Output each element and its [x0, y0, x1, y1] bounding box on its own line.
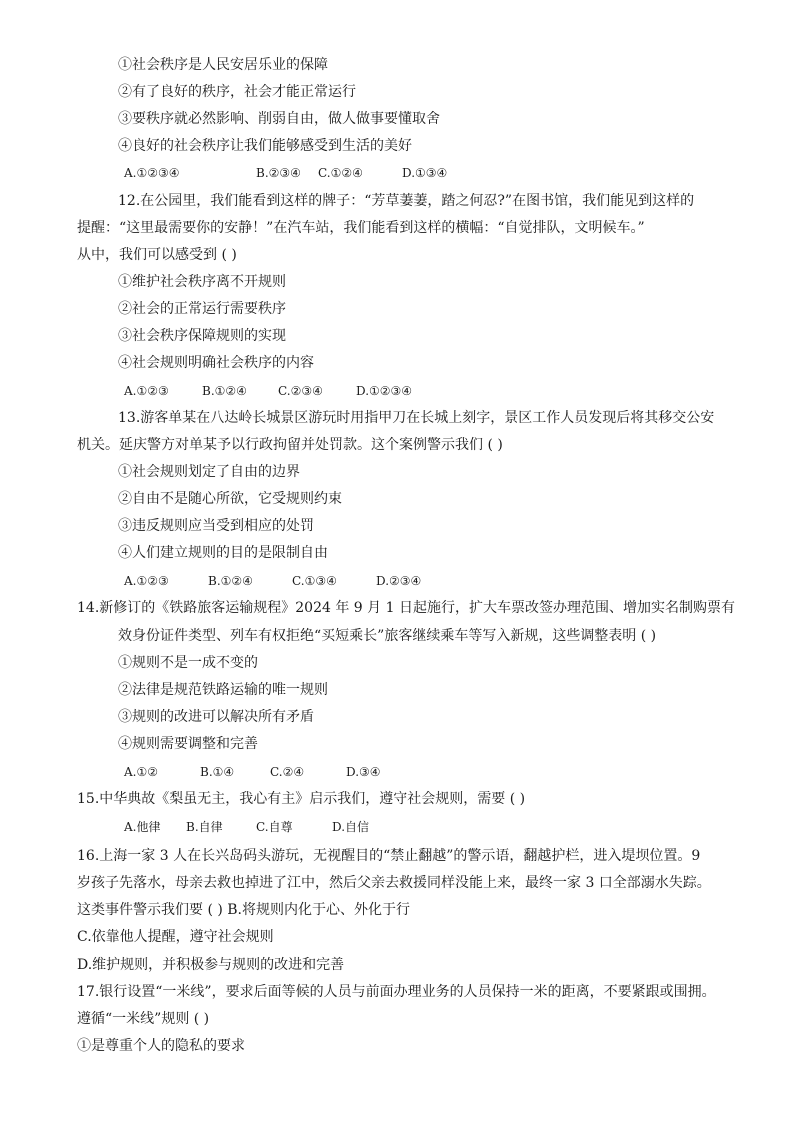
statement-1: ①规则不是一成不变的	[118, 655, 258, 671]
statement-4: ④社会规则明确社会秩序的内容	[118, 355, 314, 371]
option-a: A.①②③	[124, 384, 169, 398]
option-b: B.②③④	[256, 166, 301, 180]
statement-4: ④良好的社会秩序让我们能够感受到生活的美好	[118, 138, 412, 154]
statement-3: ③规则的改进可以解决所有矛盾	[118, 709, 314, 725]
option-b: B.①②④	[208, 574, 253, 588]
statement-4: ④规则需要调整和完善	[118, 736, 258, 752]
option-d: D.①③④	[402, 166, 448, 180]
statement-2: ②自由不是随心所欲，它受规则约束	[118, 491, 342, 507]
question-14-stem-line2: 效身份证件类型、列车有权拒绝“买短乘长”旅客继续乘车等写入新规，这些调整表明 ( )	[118, 628, 657, 644]
question-16-stem: 16.上海一家 3 人在长兴岛码头游玩，无视醒目的“禁止翻越”的警示语，翻越护栏，进入堤坝位置。9	[77, 848, 701, 864]
statement-1: ①维护社会秩序离不开规则	[118, 274, 286, 290]
statement-4: ④人们建立规则的目的是限制自由	[118, 545, 328, 561]
answer-options	[124, 760, 381, 784]
option-c: C.自尊	[256, 820, 293, 834]
option-a: A.①②③	[124, 574, 169, 588]
question-13-stem: 13.游客单某在八达岭长城景区游玩时用指甲刀在长城上刻字，景区工作人员发现后将其移交公安	[118, 410, 715, 426]
question-17-stem: 17.银行设置“一米线”，要求后面等候的人员与前面办理业务的人员保持一米的距离，不要紧跟或围拥。	[77, 984, 716, 1000]
option-d: D.③④	[346, 765, 381, 779]
statement-3: ③社会秩序保障规则的实现	[118, 328, 286, 344]
question-14-stem: 14.新修订的《铁路旅客运输规程》2024 年 9 月 1 日起施行，扩大车票改签办理范围、增加实名制购票有	[77, 600, 735, 616]
option-c: C.②④	[270, 765, 305, 779]
statement-3: ③要秩序就必然影响、削弱自由，做人做事要懂取舍	[118, 111, 440, 127]
option-c: C.①③④	[292, 574, 337, 588]
option-d: D.自信	[332, 820, 370, 834]
option-c: C.①②④	[318, 166, 363, 180]
answer-options	[124, 379, 412, 403]
question-13-stem-line2: 机关。延庆警方对单某予以行政拘留并处罚款。这个案例警示我们 ( )	[77, 437, 503, 453]
statement-1: ①社会秩序是人民安居乐业的保障	[118, 57, 328, 73]
option-b: B.①④	[200, 765, 235, 779]
question-12-stem-line2: 提醒：“这里最需要你的安静！”在汽车站，我们能看到这样的横幅：“自觉排队，文明候车。”	[77, 220, 645, 236]
option-d: D.维护规则，并积极参与规则的改进和完善	[77, 957, 345, 973]
question-12-stem-line3: 从中，我们可以感受到 ( )	[77, 247, 237, 263]
option-d: D.②③④	[376, 574, 422, 588]
statement-2: ②有了良好的秩序，社会才能正常运行	[118, 84, 356, 100]
question-15-stem: 15.中华典故《梨虽无主，我心有主》启示我们，遵守社会规则，需要 ( )	[77, 791, 526, 807]
question-16-stem-line2: 岁孩子先落水，母亲去救也掉进了江中，然后父亲去救援同样没能上来，最终一家 3 口全部溺水失踪。	[77, 875, 711, 891]
answer-options	[124, 161, 447, 185]
option-c: C.②③④	[278, 384, 323, 398]
statement-1: ①社会规则划定了自由的边界	[118, 464, 300, 480]
statement-3: ③违反规则应当受到相应的处罚	[118, 518, 314, 534]
option-b: B.自律	[186, 820, 223, 834]
statement-1: ①是尊重个人的隐私的要求	[77, 1038, 245, 1054]
option-a: A.他律	[124, 820, 161, 834]
option-a: A.①②③④	[124, 166, 180, 180]
answer-options	[124, 815, 369, 839]
answer-options	[124, 569, 421, 593]
question-12-stem: 12.在公园里，我们能看到这样的牌子：“芳草萋萋，踏之何忍?”在图书馆，我们能见到这样的	[118, 193, 695, 209]
question-17-stem-line2: 遵循“一米线”规则 ( )	[77, 1011, 210, 1027]
statement-2: ②社会的正常运行需要秩序	[118, 301, 286, 317]
statement-2: ②法律是规范铁路运输的唯一规则	[118, 682, 328, 698]
option-b: B.①②④	[202, 384, 247, 398]
option-c: C.依靠他人提醒，遵守社会规则	[77, 929, 274, 945]
question-16-stem-line3: 这类事件警示我们要 ( ) B.将规则内化于心、外化于行	[77, 902, 411, 918]
option-a: A.①②	[124, 765, 158, 779]
option-d: D.①②③④	[356, 384, 413, 398]
